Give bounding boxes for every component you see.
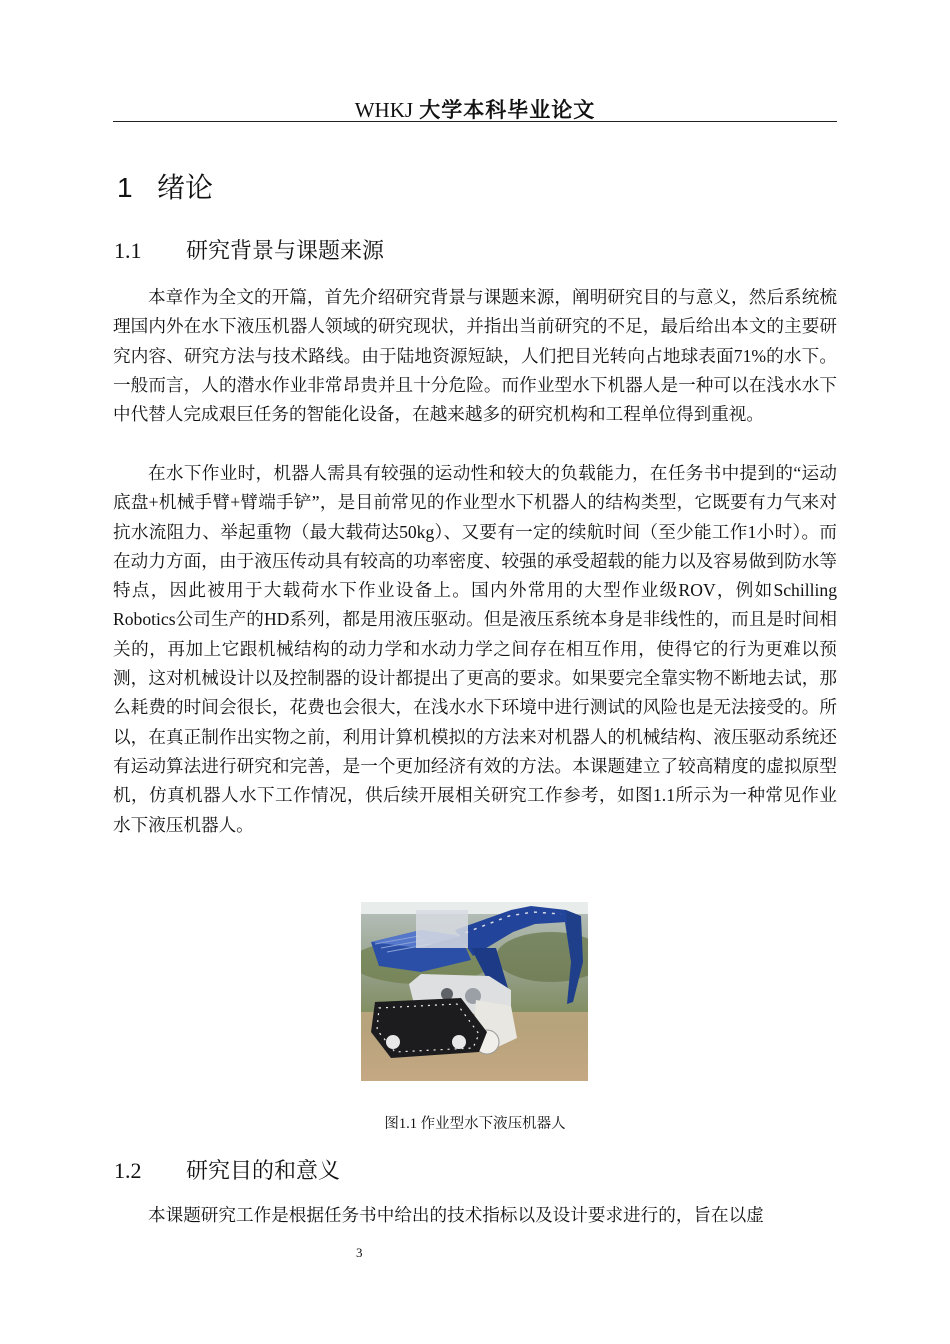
section-heading-1-2 — [114, 1154, 340, 1185]
section-heading-1-1 — [114, 234, 384, 265]
chapter-number: 1 — [117, 172, 133, 203]
chapter-title: 绪论 — [157, 171, 214, 204]
page-number: 3 — [356, 1245, 363, 1260]
tracked-hydraulic-robot-illustration — [361, 902, 588, 1081]
paragraph-2: 在水下作业时，机器人需具有较强的运动性和较大的负载能力，在任务书中提到的“运动底盘+机械手臂+臂端手铲”，是目前常见的作业型水下机器人的结构类型，它既要有力气来对抗水流阻力、举起重物（最大载荷达50kg）、又要有一定的续航时间（至少能工作1小时）。而在动力方面，由于液压传动具有较高的功率密度、较强的承受超载的能力以及容易做到防水等特点，因此被用于大载荷水下作业设备上。国内外常用的大型作业级ROV，例如Schilling Robotics公司生产的HD系列，都是用液压驱动。但是液压系统本身是非线性的，而且是时间相关的，再加上它跟机械结构的动力学和水动力学之间存在相互作用，使得它的行为更难以预测，这对机械设计以及控制器的设计都提出了更高的要求。如果要完全靠实物不断地去试，那么耗费的时间会很长，花费也会很大，在浅水水下环境中进行测试的风险也是无法接受的。所以，在真正制作出实物之前，利用计算机模拟的方法来对机器人的机械结构、液压驱动系统还有运动算法进行研究和完善，是一个更加经济有效的方法。本课题建立了较高精度的虚拟原型机，仿真机器人水下工作情况，供后续开展相关研究工作参考，如图1.1所示为一种常见作业水下液压机器人。 — [113, 463, 837, 835]
section-number: 1.2 — [114, 1158, 142, 1183]
paragraph-3: 本课题研究工作是根据任务书中给出的技术指标以及设计要求进行的，旨在以虚 — [148, 1205, 764, 1225]
figure-caption: 图1.1 作业型水下液压机器人 — [384, 1116, 566, 1132]
header-title: 大学本科毕业论文 — [419, 98, 596, 122]
section-title: 研究背景与课题来源 — [186, 239, 385, 264]
figure-robot-image — [361, 902, 588, 1081]
paragraph-1: 本章作为全文的开篇，首先介绍研究背景与课题来源，阐明研究目的与意义，然后系统梳理国内外在水下液压机器人领域的研究现状，并指出当前研究的不足，最后给出本文的主要研究内容、研究方法与技术路线。由于陆地资源短缺，人们把目光转向占地球表面71%的水下。一般而言，人的潜水作业非常昂贵并且十分危险。而作业型水下机器人是一种可以在浅水水下中代替人完成艰巨任务的智能化设备，在越来越多的研究机构和工程单位得到重视。 — [113, 287, 837, 425]
header-latin: WHKJ — [354, 98, 414, 122]
section-number: 1.1 — [114, 238, 142, 263]
header-rule — [113, 121, 837, 122]
section-title: 研究目的和意义 — [186, 1159, 341, 1184]
chapter-heading — [117, 166, 213, 206]
running-header — [113, 94, 837, 124]
